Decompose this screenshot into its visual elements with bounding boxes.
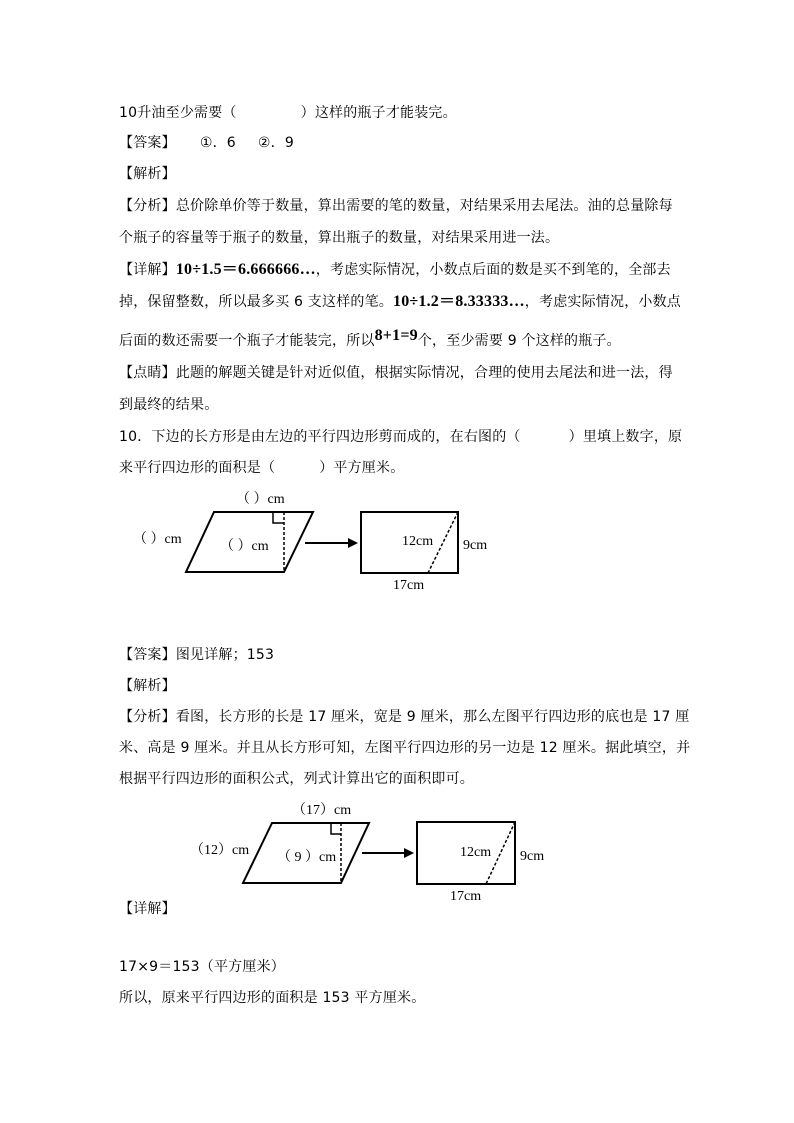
arrow-icon: [305, 538, 358, 548]
q10-fenxi-line2: 米、高是 9 厘米。并且从长方形可知，左图平行四边形的另一边是 12 厘米。据此填空，并: [119, 740, 691, 756]
fenxi-text: 看图，长方形的长是 17 厘米，宽是 9 厘米，那么左图平行四边形的底也是 17 厘: [175, 709, 690, 725]
answer-2: ②．9: [257, 135, 294, 151]
xiangjie-text: ，考虑实际情况，小数点后面的数是买不到笔的，全部去: [315, 262, 671, 278]
rect-height-label: 9cm: [520, 849, 545, 864]
xiangjie-text: 掉，保留整数，所以最多买 6 支这样的笔。: [119, 294, 394, 310]
q10-question-text: 10．下边的长方形是由左边的平行四边形剪而成的，在右图的（: [119, 429, 521, 445]
xiangjie-label: 【详解】: [119, 901, 176, 917]
formula-bottle: 10÷1.2＝8.33333…: [393, 293, 525, 310]
q10-question-text: ）平方厘米。: [319, 460, 405, 476]
answer-label: 【答案】: [119, 135, 176, 151]
q9-question-prefix: 10升油至少需要（: [119, 105, 237, 121]
q10-fenxi-line3: 根据平行四边形的面积公式，列式计算出它的面积即可。: [119, 771, 474, 787]
side-label: （ ）cm: [133, 532, 182, 547]
right-angle-mark: [273, 512, 284, 523]
q9-question-suffix: ）这样的瓶子才能装完。: [300, 105, 457, 121]
answer-text: 图见详解；153: [175, 647, 275, 663]
analysis-label: 【解析】: [119, 678, 176, 694]
fenxi-label: 【分析】: [119, 198, 176, 214]
rect-base-label: 17cm: [450, 889, 482, 904]
height-label: （ ）cm: [220, 539, 269, 554]
side-label: （12）cm: [190, 843, 250, 858]
analysis-label: 【解析】: [119, 166, 176, 182]
xiangjie-text: ，考虑实际情况，小数点: [524, 294, 681, 310]
conclusion-line: 所以，原来平行四边形的面积是 153 平方厘米。: [119, 990, 426, 1006]
formula-pen: 10÷1.5＝6.666666…: [175, 261, 316, 278]
calc-line: 17×9＝153（平方厘米）: [119, 959, 285, 975]
top-base-label: （17）cm: [292, 803, 352, 818]
formula-sum: 8+1=9: [374, 327, 418, 344]
top-base-label: （ ）cm: [236, 492, 285, 507]
arrow-icon: [362, 848, 414, 858]
xiangjie-text: 个，至少需要 9 个这样的瓶子。: [417, 333, 621, 349]
answer-1: ①．6: [199, 135, 236, 151]
q10-answer-row: [119, 646, 274, 664]
xiangjie-label: 【详解】: [119, 262, 176, 278]
right-angle-mark: [331, 823, 341, 834]
q10-question-text: ）里填上数字，原: [568, 429, 683, 445]
xiangjie-text: 后面的数还需要一个瓶子才能装完，所以: [119, 333, 375, 349]
fenxi-label: 【分析】: [119, 709, 176, 725]
fenxi-text: 总价除单价等于数量，算出需要的笔的数量，对结果采用去尾法。油的总量除每: [175, 198, 673, 214]
answer-label: 【答案】: [119, 647, 176, 663]
dianjing-text: 此题的解题关键是针对近似值，根据实际情况，合理的使用去尾法和进一法，得: [175, 365, 673, 381]
q9-dianjing-line2: 到最终的结果。: [119, 397, 219, 413]
q9-fenxi-line2: 个瓶子的容量等于瓶子的数量，算出瓶子的数量，对结果采用进一法。: [119, 230, 560, 246]
rect-diag-label: 12cm: [402, 534, 434, 549]
q10-question-text: 来平行四边形的面积是（: [119, 460, 276, 476]
height-label: （ 9 ）cm: [277, 850, 337, 865]
dianjing-label: 【点睛】: [119, 365, 176, 381]
rect-base-label: 17cm: [393, 578, 425, 593]
rect-height-label: 9cm: [463, 538, 488, 553]
q10-fenxi-line1: [119, 708, 689, 726]
rect-diag-label: 12cm: [460, 845, 492, 860]
